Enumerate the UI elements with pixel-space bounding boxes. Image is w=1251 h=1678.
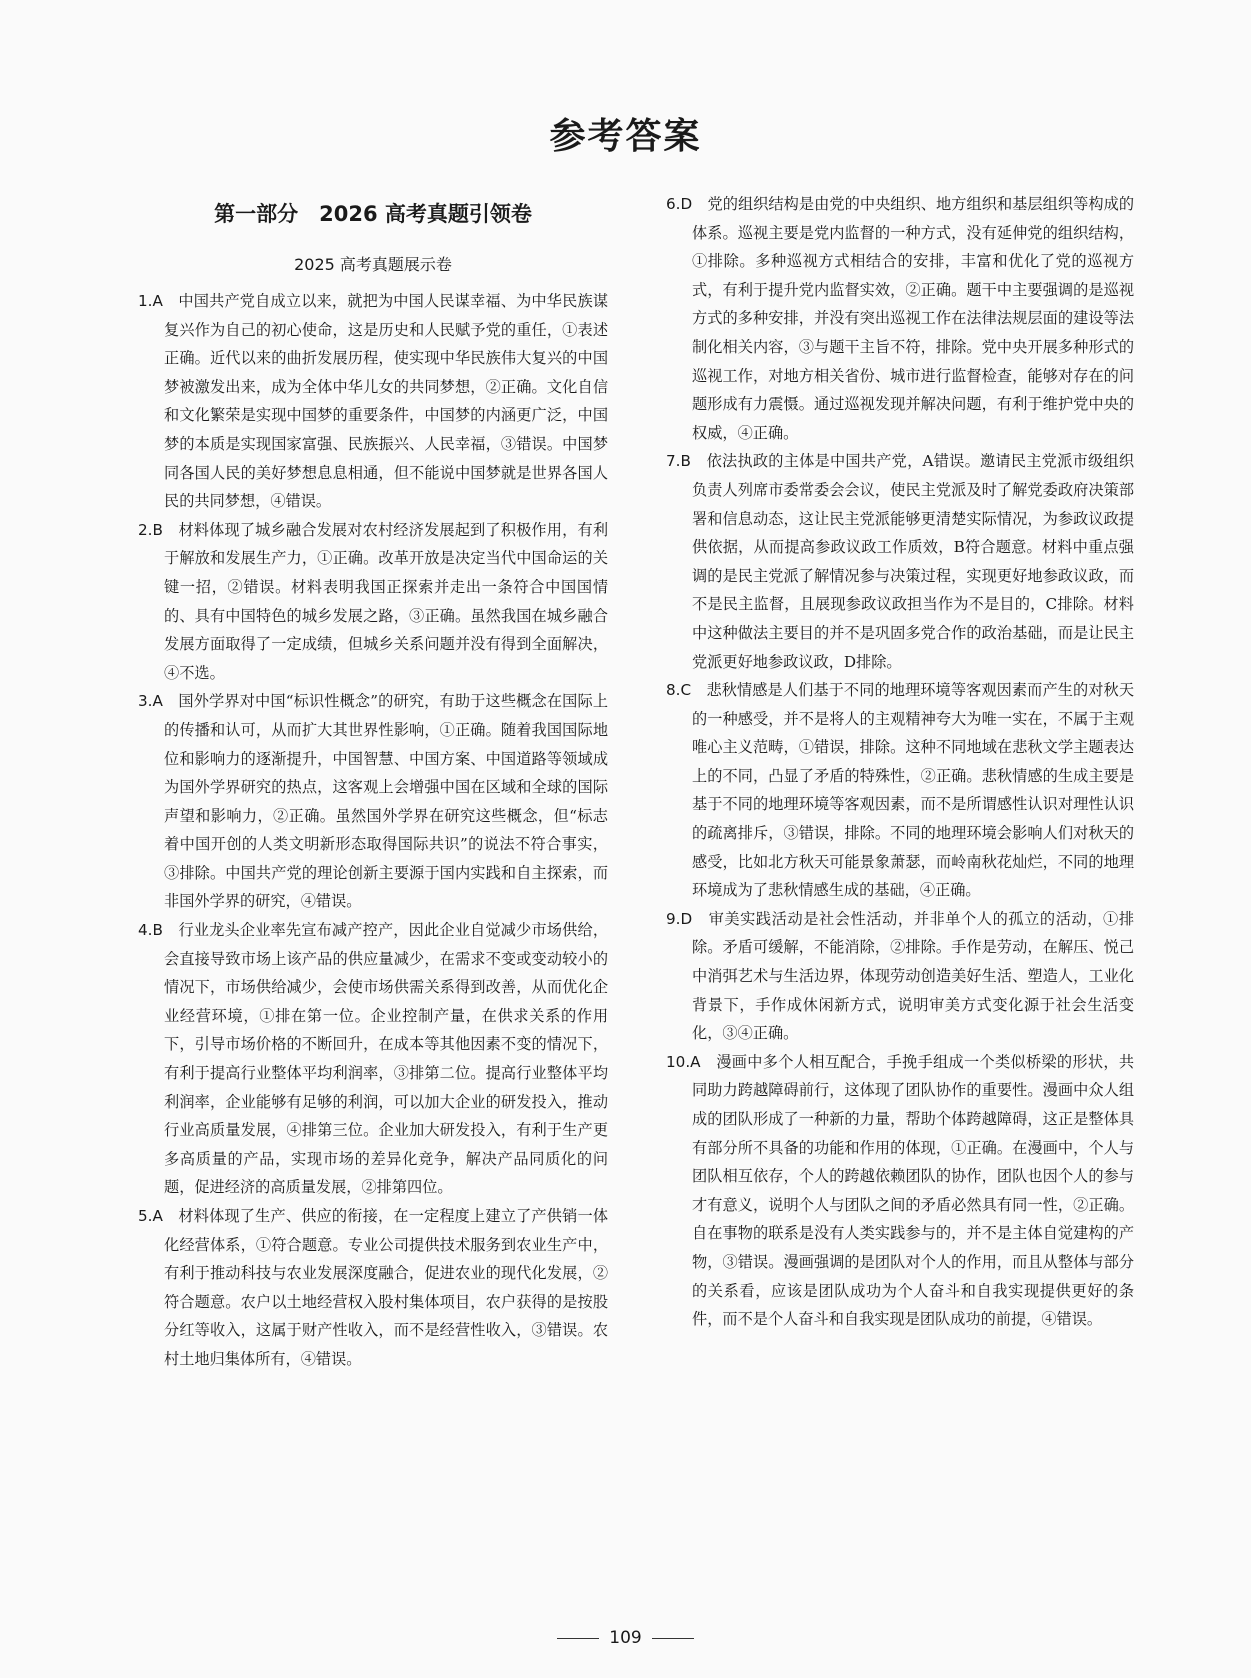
answer-item: 10.A 漫画中多个人相互配合，手挽手组成一个类似桥梁的形状，共同助力跨越障碍前行，这体现了团队协作的重要性。漫画中众人组成的团队形成了一种新的力量，帮助个体跨越障碍，这正是整体具有部分所不具备的功能和作用的体现，①正确。在漫画中，个人与团队相互依存，个人的跨越依赖团队的协作，团队也因个人的参与才有意义，说明个人与团队之间的矛盾必然具有同一性，②正确。自在事物的联系是没有人类实践参与的，并不是主体自觉建构的产物，③错误。漫画强调的是团队对个人的作用，而且从整体与部分的关系看，应该是团队成功为个人奋斗和自我实现提供更好的条件，而不是个人奋斗和自我实现是团队成功的前提，④错误。 xyxy=(666,1052,1135,1329)
dash-left xyxy=(557,1638,599,1639)
answer-item: 3.A 国外学界对中国“标识性概念”的研究，有助于这些概念在国际上的传播和认可，从而扩大其世界性影响，①正确。随着我国国际地位和影响力的逐渐提升，中国智慧、中国方案、中国道路等领域成为国外学界研究的热点，这客观上会增强中国在区域和全球的国际声望和影响力，②正确。虽然国外学界在研究这些概念，但“标志着中国开创的人类文明新形态取得国际共识”的说法不符合事实，③排除。中国共产党的理论创新主要源于国内实践和自主探索，而非国外学界的研究，④错误。 xyxy=(138,692,609,911)
right-column xyxy=(666,190,1134,1334)
page-number: 109 xyxy=(0,1628,1251,1648)
answer-item: 6.D 党的组织结构是由党的中央组织、地方组织和基层组织等构成的体系。巡视主要是党内监督的一种方式，没有延伸党的组织结构，①排除。多种巡视方式相结合的安排，丰富和优化了党的巡视方式，有利于提升党内监督实效，②正确。题干中主要强调的是巡视方式的多种安排，并没有突出巡视工作在法律法规层面的建设等法制化相关内容，③与题干主旨不符，排除。党中央开展多种形式的巡视工作，对地方相关省份、城市进行监督检查，能够对存在的问题形成有力震慑。通过巡视发现并解决问题，有利于维护党中央的权威，④正确。 xyxy=(666,195,1135,442)
answer-item: 7.B 依法执政的主体是中国共产党，A错误。邀请民主党派市级组织负责人列席市委常委会会议，使民主党派及时了解党委政府决策部署和信息动态，这让民主党派能够更清楚实际情况，为参政议政提供依据，从而提高参政议政工作质效，B符合题意。材料中重点强调的是民主党派了解情况参与决策过程，实现更好地参政议政，而不是民主监督，且展现参政议政担当作为不是目的，C排除。材料中这种做法主要目的并不是巩固多党合作的政治基础，而是让民主党派更好地参政议政，D排除。 xyxy=(666,452,1135,671)
dash-right xyxy=(652,1638,694,1639)
answer-item: 2.B 材料体现了城乡融合发展对农村经济发展起到了积极作用，有利于解放和发展生产力，①正确。改革开放是决定当代中国命运的关键一招，②错误。材料表明我国正探索并走出一条符合中国国情的、具有中国特色的城乡发展之路，③正确。虽然我国在城乡融合发展方面取得了一定成绩，但城乡关系问题并没有得到全面解决，④不选。 xyxy=(138,520,609,682)
page-title: 参考答案 xyxy=(549,116,702,157)
answer-item: 5.A 材料体现了生产、供应的衔接，在一定程度上建立了产供销一体化经营体系，①符合题意。专业公司提供技术服务到农业生产中，有利于推动科技与农业发展深度融合，促进农业的现代化发展，②符合题意。农户以土地经营权入股村集体项目，农户获得的是按股分红等收入，这属于财产性收入，而不是经营性收入，③错误。农村土地归集体所有，④错误。 xyxy=(138,1207,609,1368)
answer-item: 8.C 悲秋情感是人们基于不同的地理环境等客观因素而产生的对秋天的一种感受，并不是将人的主观精神夸大为唯一实在，不属于主观唯心主义范畴，①错误，排除。这种不同地域在悲秋文学主题表达上的不同，凸显了矛盾的特殊性，②正确。悲秋情感的生成主要是基于不同的地理环境等客观因素，而不是所谓感性认识对理性认识的疏离排斥，③错误，排除。不同的地理环境会影响人们对秋天的感受，比如北方秋天可能景象萧瑟，而岭南秋花灿烂，不同的地理环境成为了悲秋情感生成的基础，④正确。 xyxy=(666,681,1135,900)
answer-item: 1.A 中国共产党自成立以来，就把为中国人民谋幸福、为中华民族谋复兴作为自己的初心使命，这是历史和人民赋予党的重任，①表述正确。近代以来的曲折发展历程，使实现中华民族伟大复兴的中国梦被激发出来，成为全体中华儿女的共同梦想，②正确。文化自信和文化繁荣是实现中国梦的重要条件，中国梦的内涵更广泛，中国梦的本质是实现国家富强、民族振兴、人民幸福，③错误。中国梦同各国人民的美好梦想息息相通，但不能说中国梦就是世界各国人民的共同梦想，④错误。 xyxy=(138,292,609,511)
answer-item: 9.D 审美实践活动是社会性活动，并非单个人的孤立的活动，①排除。矛盾可缓解，不能消除，②排除。手作是劳动，在解压、悦己中消弭艺术与生活边界，体现劳动创造美好生活、塑造人，工业化背景下，手作成休闲新方式，说明审美方式变化源于社会生活变化，③④正确。 xyxy=(666,909,1135,1043)
part-title: 第一部分 2026 高考真题引领卷 xyxy=(214,202,532,226)
answer-item: 4.B 行业龙头企业率先宣布减产控产，因此企业自觉减少市场供给，会直接导致市场上该产品的供应量减少，在需求不变或变动较小的情况下，市场供给减少，会使市场供需关系得到改善，从而优化企业经营环境，①排在第一位。企业控制产量，在供求关系的作用下，引导市场价格的不断回升，在成本等其他因素不变的情况下，有利于提高行业整体平均利润率，③排第二位。提高行业整体平均利润率，企业能够有足够的利润，可以加大企业的研发投入，推动行业高质量发展，④排第三位。企业加大研发投入，有利于生产更多高质量的产品，实现市场的差异化竞争，解决产品同质化的问题，促进经济的高质量发展，②排第四位。 xyxy=(138,921,609,1197)
sub-title: 2025 高考真题展示卷 xyxy=(294,255,452,274)
left-column xyxy=(138,188,608,1374)
